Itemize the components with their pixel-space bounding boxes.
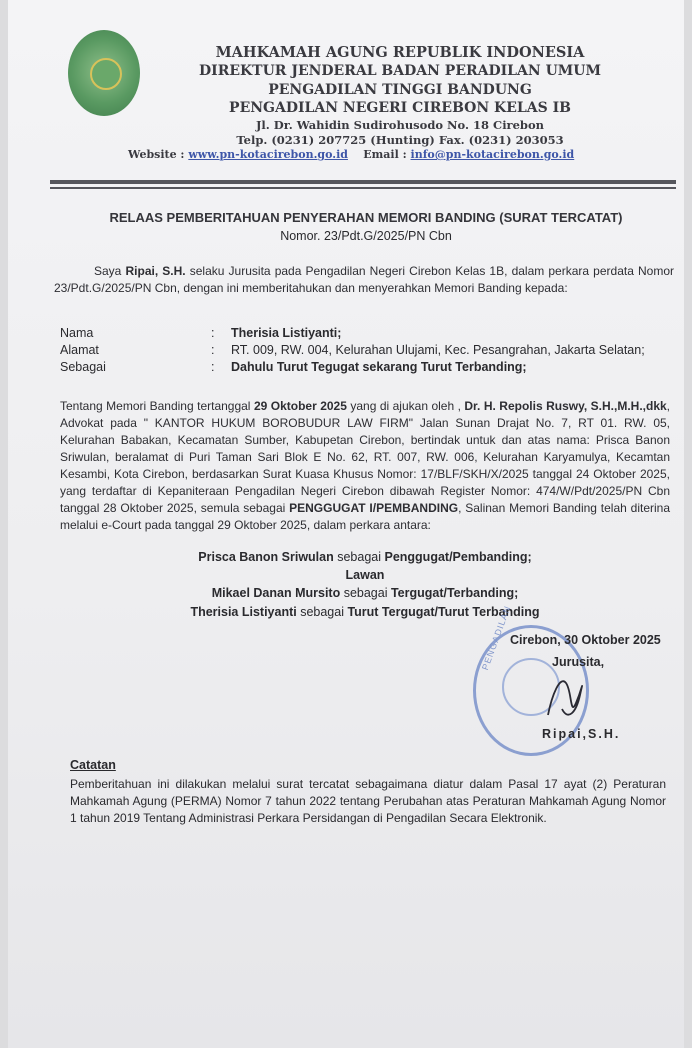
signer-title: Jurusita, <box>552 655 605 669</box>
body-text-e: , Advokat pada " KANTOR HUKUM BOROBUDUR LAW FIRM" Jalan Sunan Drajat No. 7, RT 01. RW. 05, Kelurahan Babakan, Kecamatan Sumber, Kabupetan Cirebon, bertindak untuk dan atas nama: Prisca Banon Sriwulan, beralamat di Puri Taman Sari Blok E No. 62, RT. 007, RW. 006, Kelurahan Karyamulya, Kecamtan Kesambi, Kota Cirebon, berdasarkan Surat Kuasa Khusus Nomor: 17/BLF/SKH/X/2025 tanggal 24 Oktober 2025, yang terdaftar di Kepaniteraan Pengadilan Negeri Cirebon dibawah Register Nomor: 474/W/Pdt/2025/PN Cbn tanggal 28 Oktober 2025, semula sebagai <box>60 399 671 515</box>
place-date: Cirebon, 30 Oktober 2025 <box>510 633 661 647</box>
party-3-mid: sebagai <box>296 605 348 619</box>
party-1-role: Penggugat/Pembanding; <box>384 550 532 564</box>
recipient-name-colon: : <box>211 326 215 340</box>
intro-pre: Saya <box>94 264 126 278</box>
stamp-text: PENGADILAN <box>480 604 513 672</box>
intro-paragraph <box>54 263 674 297</box>
court-emblem-logo <box>68 30 140 116</box>
catatan-body: Pemberitahuan ini dilakukan melalui surat tercatat sebagaimana diatur dalam Pasal 17 ayat (2) Peraturan Mahkamah Agung (PERMA) Nomor 7 tahun 2022 tentang Perubahan atas Peraturan Mahkamah Agung Nomor 1 tahun 2019 Tentang Administrasi Perkara Persidangan di Pengadilan Secara Elektronik. <box>70 777 666 825</box>
header-line-1: MAHKAMAH AGUNG REPUBLIK INDONESIA <box>215 44 585 61</box>
catatan-title: Catatan <box>70 758 116 772</box>
party-3-name: Therisia Listiyanti <box>190 605 297 619</box>
recipient-role-colon: : <box>211 360 215 374</box>
header-line-3: PENGADILAN TINGGI BANDUNG <box>268 82 532 98</box>
header-phone: Telp. (0231) 207725 (Hunting) Fax. (0231) 203053 <box>236 133 564 147</box>
body-text-c: yang di ajukan oleh , <box>346 399 465 413</box>
body-date: 29 Oktober 2025 <box>253 399 347 413</box>
handwritten-signature <box>540 665 590 725</box>
header-divider-thin <box>50 187 676 189</box>
body-text-a: Tentang Memori Banding tertanggal <box>60 399 254 413</box>
recipient-role-value: Dahulu Turut Tegugat sekarang Turut Terbanding; <box>231 360 527 374</box>
header-contacts <box>128 148 574 161</box>
recipient-address-value: RT. 009, RW. 004, Kelurahan Ulujami, Kec. Pesangrahan, Jakarta Selatan; <box>231 343 645 357</box>
body-role: PENGGUGAT I/PEMBANDING <box>289 501 459 515</box>
header-divider-thick <box>50 180 676 184</box>
intro-post: selaku Jurusita pada Pengadilan Negeri Cirebon Kelas 1B, dalam perkara perdata Nomor 23/Pdt.G/2025/PN Cbn, dengan ini memberitahukan dan menyerahkan Memori Banding kepada: <box>54 264 675 295</box>
recipient-address-label: Alamat <box>60 343 99 357</box>
recipient-name-value: Therisia Listiyanti; <box>231 326 342 340</box>
party-2-role: Tergugat/Terbanding; <box>390 586 519 600</box>
party-1 <box>60 550 670 564</box>
website-label: Website : <box>128 148 189 161</box>
email-link[interactable]: info@pn-kotacirebon.go.id <box>410 148 575 161</box>
body-paragraph <box>60 398 670 534</box>
intro-name: Ripai, S.H. <box>125 264 186 278</box>
body-text-g: , Salinan Memori Banding telah diterina melalui e-Court pada tanggal 29 Oktober 2025, dalam perkara antara: <box>60 501 671 532</box>
body-advocate: Dr. H. Repolis Ruswy, S.H.,M.H.,dkk <box>464 399 667 413</box>
party-2-mid: sebagai <box>340 586 391 600</box>
party-3 <box>60 605 670 619</box>
header-line-2: DIREKTUR JENDERAL BADAN PERADILAN UMUM <box>199 63 601 79</box>
party-2 <box>60 586 670 600</box>
recipient-address-colon: : <box>211 343 215 357</box>
recipient-name-label: Nama <box>60 326 94 340</box>
party-3-role: Turut Tergugat/Turut Terbanding <box>347 605 540 619</box>
website-link[interactable]: www.pn-kotacirebon.go.id <box>188 148 348 161</box>
party-1-mid: sebagai <box>333 550 385 564</box>
signer-name: Ripai,S.H. <box>542 727 621 741</box>
lawan-text: Lawan <box>345 568 385 582</box>
document-number: Nomor. 23/Pdt.G/2025/PN Cbn <box>280 229 452 243</box>
party-1-name: Prisca Banon Sriwulan <box>198 550 334 564</box>
header-address: Jl. Dr. Wahidin Sudirohusodo No. 18 Cirebon <box>255 118 545 132</box>
recipient-role-label: Sebagai <box>60 360 106 374</box>
emblem-center <box>90 58 122 90</box>
header-line-4: PENGADILAN NEGERI CIREBON KELAS IB <box>229 100 571 116</box>
email-label: Email : <box>363 148 411 161</box>
document-title: RELAAS PEMBERITAHUAN PENYERAHAN MEMORI BANDING (SURAT TERCATAT) <box>109 210 623 225</box>
party-2-name: Mikael Danan Mursito <box>211 586 341 600</box>
